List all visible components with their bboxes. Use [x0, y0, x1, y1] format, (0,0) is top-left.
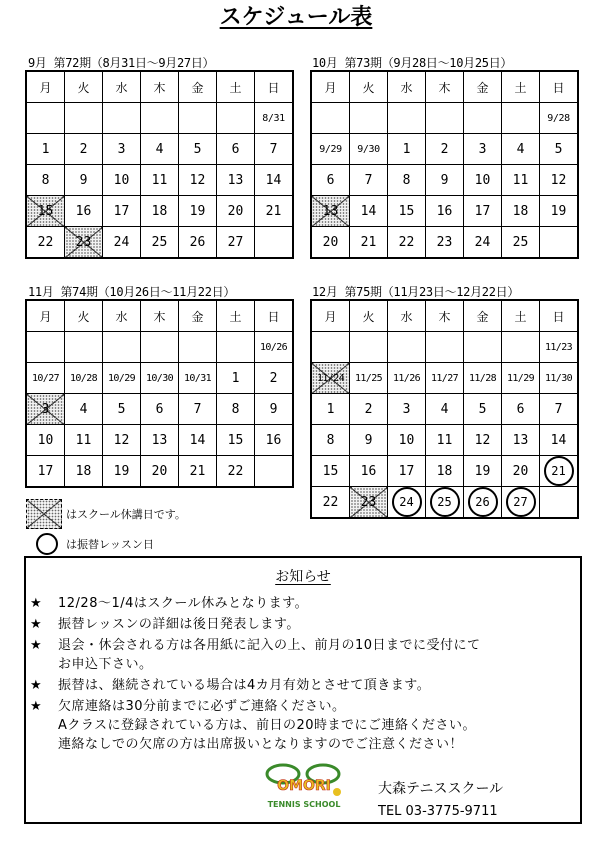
calendar-day: 24: [464, 227, 502, 259]
weekday-label: 日: [540, 300, 579, 332]
weekday-label: 月: [26, 300, 65, 332]
calendar-day: 2: [426, 134, 464, 165]
weekday-label: 月: [311, 71, 350, 103]
calendar-day: 10/29: [103, 363, 141, 394]
calendar-week-row: [26, 134, 293, 165]
weekday-label: 金: [464, 300, 502, 332]
calendar-day: 2: [350, 394, 388, 425]
calendar-day: 19: [540, 196, 579, 227]
calendar-day: 3: [103, 134, 141, 165]
calendar-week-row: [26, 425, 293, 456]
school-logo: [259, 760, 349, 812]
calendar-day: 11: [502, 165, 540, 196]
calendar-day: 11/25: [350, 363, 388, 394]
calendar-week-row: [311, 165, 578, 196]
calendar-day: 23: [426, 227, 464, 259]
calendar-day: 8: [388, 165, 426, 196]
weekday-label: 火: [350, 300, 388, 332]
calendar-day: 12: [540, 165, 579, 196]
notice-item-text: Aクラスに登録されている方は、前日の20時までにご連絡ください。: [58, 718, 477, 733]
calendar-day: 8: [311, 425, 350, 456]
calendar-day: [255, 227, 294, 259]
calendar-day: 16: [426, 196, 464, 227]
calendar-day: 14: [350, 196, 388, 227]
calendar-october: [310, 70, 579, 259]
calendar-day: 7: [255, 134, 294, 165]
calendar-day-makeup: [388, 487, 426, 519]
calendar-week-row: [311, 332, 578, 363]
calendar-day: 22: [217, 456, 255, 488]
calendar-day: 8/31: [255, 103, 294, 134]
notice-item-text: お申込下さい。: [58, 657, 153, 672]
calendar-day: 15: [217, 425, 255, 456]
weekday-label: 月: [26, 71, 65, 103]
calendar-day: [502, 103, 540, 134]
weekday-label: 日: [255, 300, 294, 332]
calendar-week-row: [311, 134, 578, 165]
weekday-label: 日: [540, 71, 579, 103]
calendar-day: [103, 103, 141, 134]
weekday-label: 金: [464, 71, 502, 103]
calendar-day: 5: [540, 134, 579, 165]
calendar-day: 26: [179, 227, 217, 259]
calendar-day-closed: 15: [26, 196, 65, 227]
calendar-day: 19: [179, 196, 217, 227]
calendar-day: 15: [388, 196, 426, 227]
calendar-day: 22: [26, 227, 65, 259]
calendar-day: [217, 103, 255, 134]
calendar-day: 2: [65, 134, 103, 165]
closed-day-legend-swatch: [26, 499, 62, 529]
calendar-day: 18: [65, 456, 103, 488]
calendar-week-row: [311, 394, 578, 425]
calendar-day: [311, 103, 350, 134]
notice-item: [30, 615, 575, 634]
notice-item-text: 振替は、継続されている場合は4カ月有効とさせて頂きます。: [58, 678, 431, 693]
calendar-week-row: [311, 227, 578, 259]
calendar-week-row: [311, 363, 578, 394]
calendar-day: 4: [502, 134, 540, 165]
calendar-day: 11/27: [426, 363, 464, 394]
calendar-day: 9: [426, 165, 464, 196]
calendar-day-makeup: [502, 487, 540, 519]
calendar-day: 9/30: [350, 134, 388, 165]
calendar-day: 22: [388, 227, 426, 259]
calendar-day: 11/29: [502, 363, 540, 394]
calendar-day: 7: [350, 165, 388, 196]
calendar-day: 17: [464, 196, 502, 227]
calendar-day: [217, 332, 255, 363]
calendar-day: 9: [65, 165, 103, 196]
calendar-day: 13: [502, 425, 540, 456]
calendar-day: 7: [540, 394, 579, 425]
calendar-day: 4: [65, 394, 103, 425]
calendar-day: 1: [388, 134, 426, 165]
calendar-week-row: [311, 103, 578, 134]
calendar-day-closed: 11/24: [311, 363, 350, 394]
weekday-label: 木: [426, 71, 464, 103]
calendar-day: 9/29: [311, 134, 350, 165]
calendar-day: 10: [26, 425, 65, 456]
notice-item-text: 振替レッスンの詳細は後日発表します。: [58, 617, 300, 632]
calendar-day: 10: [103, 165, 141, 196]
calendar-day: 11/26: [388, 363, 426, 394]
calendar-day: [26, 103, 65, 134]
calendar-day: 17: [26, 456, 65, 488]
weekday-label: 金: [179, 71, 217, 103]
calendar-day: 21: [350, 227, 388, 259]
calendar-day: 25: [502, 227, 540, 259]
calendar-day: 11: [141, 165, 179, 196]
notice-list: [30, 594, 575, 756]
calendar-day: 15: [311, 456, 350, 487]
weekday-label: 土: [502, 71, 540, 103]
weekday-label: 土: [502, 300, 540, 332]
calendar-day: 25: [141, 227, 179, 259]
calendar-day: 5: [179, 134, 217, 165]
weekday-label: 日: [255, 71, 294, 103]
calendar-day: 11/30: [540, 363, 579, 394]
calendar-day: 4: [141, 134, 179, 165]
calendar-day: 24: [103, 227, 141, 259]
calendar-day: 9/28: [540, 103, 579, 134]
notice-item: [30, 594, 575, 613]
calendar-day: [464, 103, 502, 134]
weekday-label: 水: [388, 300, 426, 332]
notice-item-text: 12/28～1/4はスクール休みとなります。: [58, 596, 309, 611]
weekday-label: 月: [311, 300, 350, 332]
calendar-day: 18: [502, 196, 540, 227]
calendar-day-makeup: [426, 487, 464, 519]
calendar-day: 13: [217, 165, 255, 196]
calendar-december: [310, 299, 579, 519]
calendar-day: 2: [255, 363, 294, 394]
calendar-day: 14: [255, 165, 294, 196]
calendar-day: 11/28: [464, 363, 502, 394]
calendar-day-closed: 23: [350, 487, 388, 519]
makeup-lesson-legend-circle: [36, 533, 58, 555]
calendar-header-december: 12月 第75期（11月23日～12月22日）: [312, 285, 520, 299]
calendar-week-row: [311, 196, 578, 227]
page-title: スケジュール表: [219, 5, 373, 30]
calendar-day: 10/27: [26, 363, 65, 394]
calendar-september: [25, 70, 294, 259]
calendar-header-november: 11月 第74期（10月26日～11月22日）: [28, 285, 236, 299]
calendar-day: 20: [311, 227, 350, 259]
calendar-week-row: [26, 332, 293, 363]
weekday-header-row: [26, 71, 293, 103]
calendar-day: 13: [141, 425, 179, 456]
calendar-day: 22: [311, 487, 350, 519]
calendar-day: 27: [217, 227, 255, 259]
calendar-day: [540, 487, 579, 519]
calendar-day: 20: [217, 196, 255, 227]
weekday-header-row: [311, 300, 578, 332]
weekday-label: 土: [217, 300, 255, 332]
calendar-week-row: [311, 456, 578, 487]
calendar-day: [350, 103, 388, 134]
calendar-day: 6: [502, 394, 540, 425]
calendar-day: 8: [26, 165, 65, 196]
calendar-day: 21: [255, 196, 294, 227]
makeup-day-circle: 27: [506, 487, 536, 517]
calendar-week-row: [26, 456, 293, 488]
calendar-day: 3: [388, 394, 426, 425]
calendar-day: 1: [217, 363, 255, 394]
star-icon: ★: [30, 617, 43, 632]
calendar-day-closed: 23: [65, 227, 103, 259]
calendar-day: 20: [502, 456, 540, 487]
calendar-day: 14: [179, 425, 217, 456]
star-icon: ★: [30, 638, 43, 653]
calendar-day: [350, 332, 388, 363]
calendar-week-row: [26, 394, 293, 425]
makeup-day-circle: 24: [392, 487, 422, 517]
calendar-day: [103, 332, 141, 363]
weekday-label: 土: [217, 71, 255, 103]
calendar-day: [141, 332, 179, 363]
calendar-day: [388, 103, 426, 134]
calendar-week-row: [311, 487, 578, 519]
calendar-day: 7: [179, 394, 217, 425]
weekday-label: 水: [103, 300, 141, 332]
calendar-day: 6: [217, 134, 255, 165]
calendar-day: 10: [464, 165, 502, 196]
calendar-day: 12: [464, 425, 502, 456]
calendar-day: 20: [141, 456, 179, 488]
weekday-label: 水: [388, 71, 426, 103]
weekday-label: 火: [65, 300, 103, 332]
school-name: 大森テニススクール: [378, 781, 504, 797]
calendar-day: [65, 103, 103, 134]
calendar-week-row: [26, 363, 293, 394]
calendar-header-october: 10月 第73期（9月28日～10月25日）: [312, 56, 513, 70]
calendar-day-closed: 3: [26, 394, 65, 425]
notice-title: お知らせ: [275, 569, 331, 585]
weekday-label: 木: [141, 71, 179, 103]
calendar-day: [502, 332, 540, 363]
calendar-day: 9: [255, 394, 294, 425]
logo-bottom-text: TENNIS SCHOOL: [267, 800, 341, 809]
calendar-day: 1: [26, 134, 65, 165]
notice-item-text: 退会・休会される方は各用紙に記入の上、前月の10日までに受付にて: [58, 638, 481, 653]
makeup-day-circle: 21: [544, 456, 574, 486]
calendar-week-row: [311, 425, 578, 456]
calendar-day: 19: [103, 456, 141, 488]
calendar-day: 5: [464, 394, 502, 425]
calendar-day: 10/28: [65, 363, 103, 394]
star-icon: ★: [30, 678, 43, 693]
calendar-week-row: [26, 103, 293, 134]
calendar-day: 11: [65, 425, 103, 456]
calendar-day: 14: [540, 425, 579, 456]
calendar-day: [179, 332, 217, 363]
weekday-label: 火: [350, 71, 388, 103]
calendar-day: 12: [179, 165, 217, 196]
weekday-label: 金: [179, 300, 217, 332]
calendar-header-september: 9月 第72期（8月31日～9月27日）: [28, 56, 215, 70]
tennis-ball-icon: [333, 788, 341, 796]
calendar-day: 6: [311, 165, 350, 196]
weekday-label: 火: [65, 71, 103, 103]
calendar-day: 10/30: [141, 363, 179, 394]
calendar-day: 17: [388, 456, 426, 487]
calendar-day: 10: [388, 425, 426, 456]
calendar-day: 18: [426, 456, 464, 487]
makeup-lesson-legend-text: は振替レッスン日: [66, 538, 154, 551]
calendar-november: [25, 299, 294, 488]
calendar-day: [311, 332, 350, 363]
calendar-day-makeup: [464, 487, 502, 519]
notice-item: [30, 636, 575, 674]
calendar-day: [26, 332, 65, 363]
calendar-day: 10/26: [255, 332, 294, 363]
weekday-header-row: [311, 71, 578, 103]
calendar-day: 18: [141, 196, 179, 227]
closed-day-legend-text: はスクール休講日です。: [66, 508, 186, 521]
calendar-day: 16: [255, 425, 294, 456]
calendar-day: 5: [103, 394, 141, 425]
calendar-day-closed: 13: [311, 196, 350, 227]
calendar-day: 4: [426, 394, 464, 425]
weekday-label: 水: [103, 71, 141, 103]
notice-item: [30, 697, 575, 754]
logo-top-text: OMORI: [277, 778, 331, 794]
notice-item-text: 連絡なしでの欠席の方は出席扱いとなりますのでご注意ください！: [58, 737, 464, 752]
calendar-day: 21: [179, 456, 217, 488]
calendar-day: [141, 103, 179, 134]
calendar-day: [540, 227, 579, 259]
calendar-day: 11: [426, 425, 464, 456]
calendar-day: 11/23: [540, 332, 579, 363]
calendar-day: 17: [103, 196, 141, 227]
star-icon: ★: [30, 596, 43, 611]
star-icon: ★: [30, 699, 43, 714]
calendar-day: [179, 103, 217, 134]
notice-item: [30, 676, 575, 695]
calendar-day: 1: [311, 394, 350, 425]
calendar-day: 16: [65, 196, 103, 227]
makeup-day-circle: 25: [430, 487, 460, 517]
calendar-day: [388, 332, 426, 363]
calendar-day-makeup: [540, 456, 579, 487]
weekday-header-row: [26, 300, 293, 332]
calendar-day: 8: [217, 394, 255, 425]
calendar-day: 10/31: [179, 363, 217, 394]
calendar-week-row: [26, 165, 293, 196]
calendar-day: [65, 332, 103, 363]
calendar-day: 12: [103, 425, 141, 456]
notice-box: [24, 556, 582, 824]
calendar-day: 6: [141, 394, 179, 425]
calendar-week-row: [26, 196, 293, 227]
calendar-day: 9: [350, 425, 388, 456]
calendar-day: 16: [350, 456, 388, 487]
calendar-day: [464, 332, 502, 363]
calendar-day: [255, 456, 294, 488]
school-tel: TEL 03-3775-9711: [378, 804, 498, 819]
calendar-week-row: [26, 227, 293, 259]
calendar-day: 3: [464, 134, 502, 165]
calendar-day: [426, 332, 464, 363]
calendar-day: 19: [464, 456, 502, 487]
notice-item-text: 欠席連絡は30分前までに必ずご連絡ください。: [58, 699, 346, 714]
makeup-day-circle: 26: [468, 487, 498, 517]
weekday-label: 木: [426, 300, 464, 332]
weekday-label: 木: [141, 300, 179, 332]
calendar-day: [426, 103, 464, 134]
